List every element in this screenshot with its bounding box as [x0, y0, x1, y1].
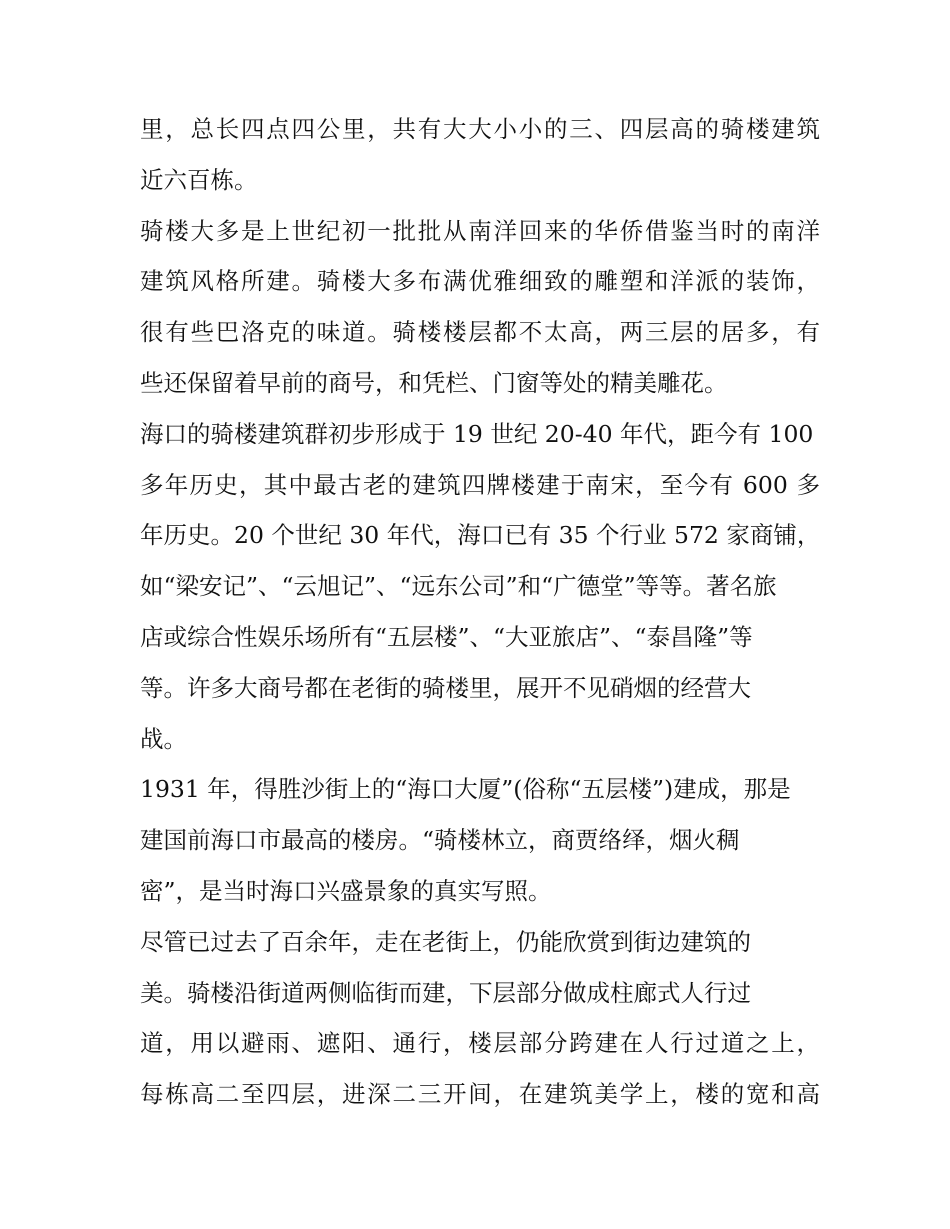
text-line: 些还保留着早前的商号，和凭栏、门窗等处的精美雕花。 — [140, 368, 728, 397]
text-line: 建筑风格所建。骑楼大多布满优雅细致的雕塑和洋派的装饰， — [140, 267, 820, 296]
text-line: 等。许多大商号都在老街的骑楼里，展开不见硝烟的经营大 — [140, 673, 751, 702]
text-line: 近六百栋。 — [140, 165, 258, 194]
text-line: 如“梁安记”、“云旭记”、“远东公司”和“广德堂”等等。著名旅 — [140, 572, 777, 601]
text-line: 年历史。20 个世纪 30 年代，海口已有 35 个行业 572 家商铺， — [140, 521, 821, 550]
text-line: 建国前海口市最高的楼房。“骑楼林立，商贾络绎，烟火稠 — [140, 826, 740, 855]
document-body — [140, 104, 820, 1120]
text-line: 多年历史，其中最古老的建筑四牌楼建于南宋，至今有 600 多 — [140, 470, 820, 499]
text-line: 海口的骑楼建筑群初步形成于 19 世纪 20-40 年代，距今有 100 — [140, 419, 814, 448]
text-line: 密”，是当时海口兴盛景象的真实写照。 — [140, 876, 552, 905]
text-line: 尽管已过去了百余年，走在老街上，仍能欣赏到街边建筑的 — [140, 927, 751, 956]
text-line: 道，用以避雨、遮阳、通行，楼层部分跨建在人行过道之上， — [140, 1029, 820, 1058]
text-line: 每栋高二至四层，进深二三开间，在建筑美学上，楼的宽和高 — [140, 1080, 820, 1109]
text-line: 骑楼大多是上世纪初一批批从南洋回来的华侨借鉴当时的南洋 — [140, 216, 820, 245]
text-line: 里，总长四点四公里，共有大大小小的三、四层高的骑楼建筑 — [140, 115, 820, 143]
text-line: 战。 — [140, 724, 187, 753]
text-line: 1931 年，得胜沙街上的“海口大厦”(俗称“五层楼”)建成，那是 — [140, 775, 791, 804]
text-line: 很有些巴洛克的味道。骑楼楼层都不太高，两三层的居多，有 — [140, 318, 820, 347]
text-line: 美。骑楼沿街道两侧临街而建，下层部分做成柱廊式人行过 — [140, 978, 751, 1007]
text-line: 店或综合性娱乐场所有“五层楼”、“大亚旅店”、“泰昌隆”等 — [140, 622, 753, 651]
